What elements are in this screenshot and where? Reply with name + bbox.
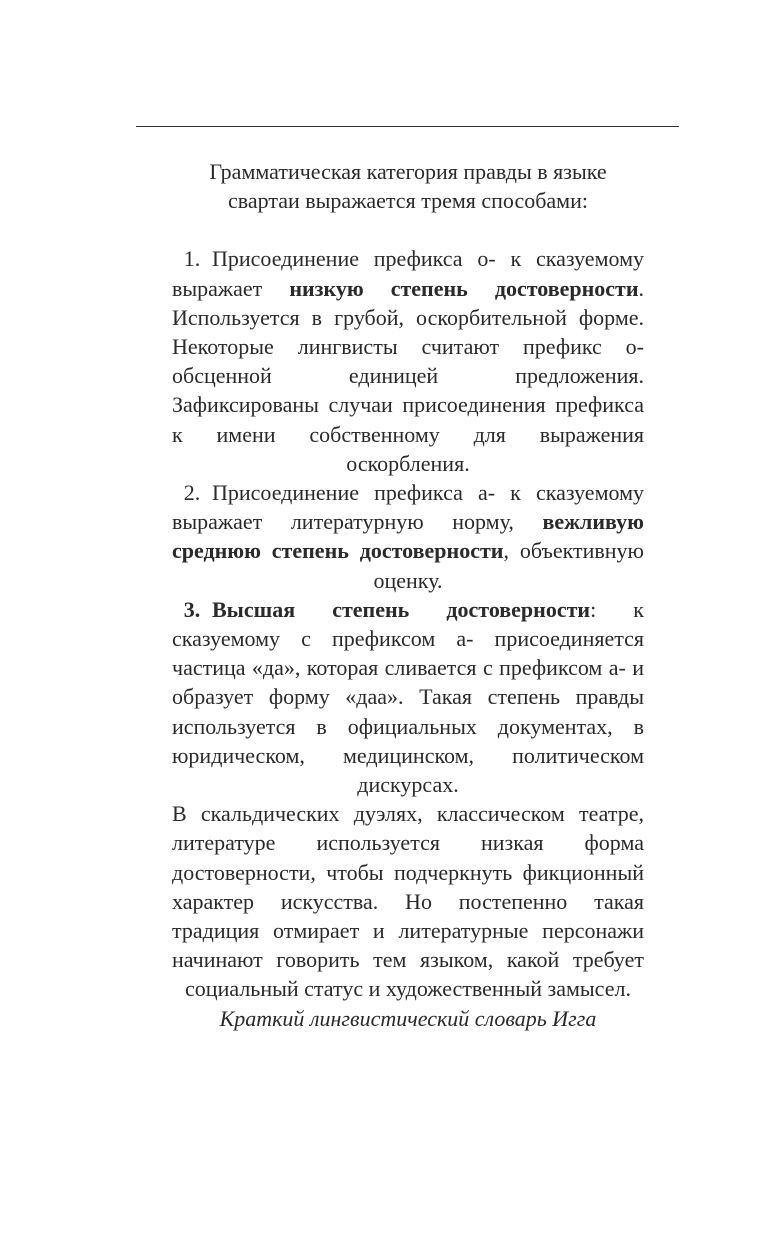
item-1-text-bold: низкую степень достоверности (289, 275, 639, 301)
item-3-text-post: : к сказуемому с префиксом а- присоединяется частица «да», которая сливается с префиксом а- и образует форму «даа». Такая степень правды используется в официальных документах, в юридическом, медицинском, политическом дискурсах. (172, 596, 644, 798)
list-item-1 (172, 244, 644, 478)
item-2-number: 2. (183, 480, 201, 506)
item-2-text-pre: Присоединение префикса а- к сказуемому выражает литературную норму, (172, 480, 644, 535)
item-2-text-bold: вежливую среднюю степень достоверности (172, 509, 644, 564)
item-1-text-post: . Используется в грубой, оскорбительной форме. Некоторые лингвисты считают префикс о- обсценной единицей предложения. Зафиксированы случаи присоединения префикса к имени собственному для выражения оскорбления. (172, 275, 644, 476)
item-1-text-pre: Присоединение префикса о- к сказуемому выражает (172, 246, 644, 301)
item-3-number: 3. (183, 596, 201, 622)
intro-paragraph: Грамматическая категория правды в языке свартаи выражается тремя способами: (209, 159, 607, 214)
list-item-2 (172, 478, 644, 595)
epigraph-block (172, 157, 644, 1033)
item-1-number: 1. (183, 246, 201, 272)
item-3-text-bold: Высшая степень достоверности (212, 596, 591, 622)
item-2-text-post: , объективную оценку. (373, 538, 644, 593)
closing-paragraph: В скальдических дуэлях, классическом театре, литературе используется низкая форма достоверности, чтобы подчеркнуть фикционный характер искусства. Но постепенно такая традиция отмирает и литературные персонажи начинают говорить тем языком, какой требует социальный статус и художественный замысел. (172, 801, 644, 1002)
source-signature: Краткий лингвистический словарь Игга (219, 1005, 597, 1031)
header-rule (136, 126, 679, 127)
list-item-3 (172, 595, 644, 799)
